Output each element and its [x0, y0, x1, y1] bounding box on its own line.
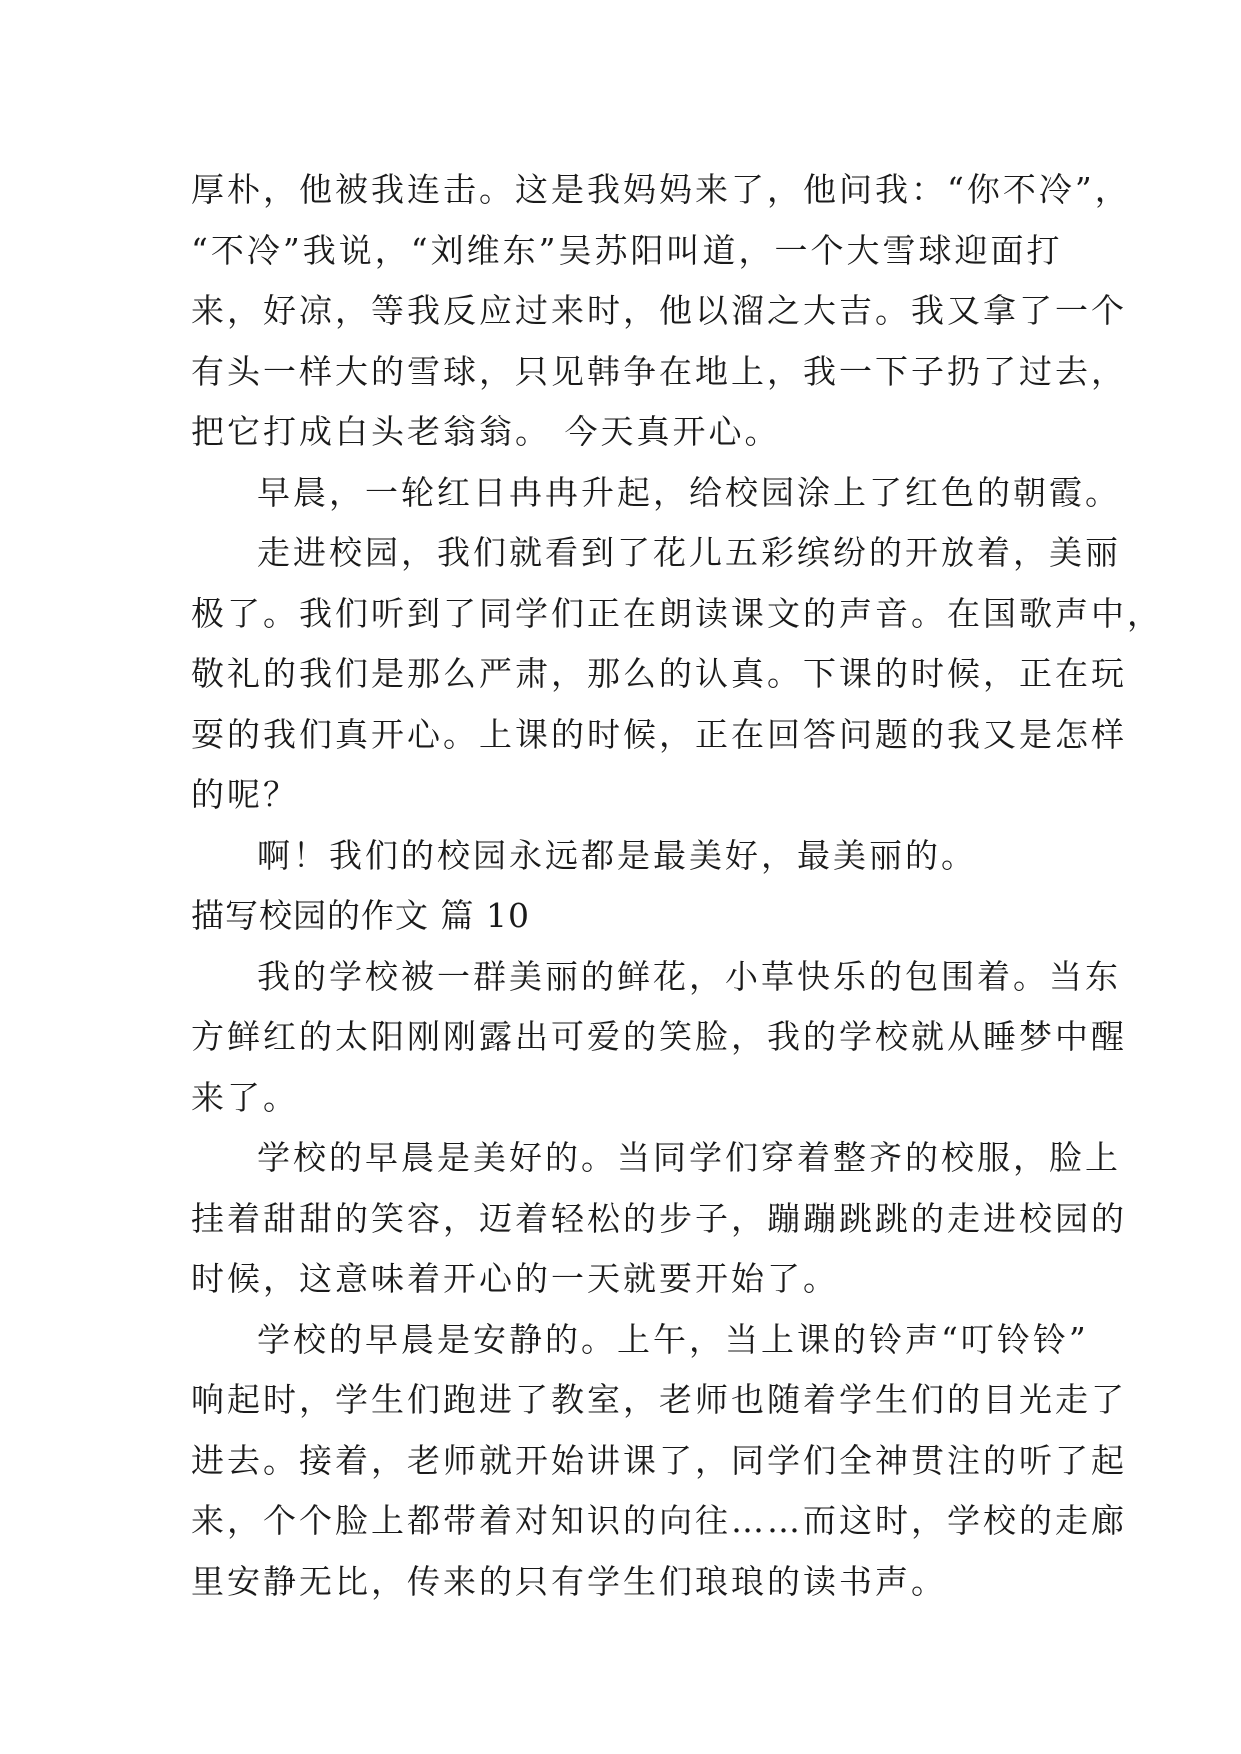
text-line: “不冷”我说，“刘维东”吴苏阳叫道，一个大雪球迎面打 — [191, 230, 1063, 270]
text-line: 把它打成白头老翁翁。 今天真开心。 — [191, 412, 781, 451]
text-line: 方鲜红的太阳刚刚露出可爱的笑脸，我的学校就从睡梦中醒 — [191, 1017, 1127, 1056]
text-line: 来，个个脸上都带着对知识的向往……而这时，学校的走廊 — [191, 1501, 1127, 1540]
text-line: 敬礼的我们是那么严肃，那么的认真。下课的时候，正在玩 — [191, 654, 1127, 693]
paragraph-start-line: 我的学校被一群美丽的鲜花，小草快乐的包围着。当东 — [257, 956, 1121, 996]
essay-body — [191, 160, 1163, 1612]
text-line: 来，好凉，等我反应过来时，他以溜之大吉。我又拿了一个 — [191, 291, 1127, 330]
paragraph-start-line: 学校的早晨是美好的。当同学们穿着整齐的校服，脸上 — [257, 1138, 1121, 1177]
text-line: 的呢？ — [191, 775, 299, 814]
text-line: 有头一样大的雪球，只见韩争在地上，我一下子扔了过去， — [191, 351, 1127, 391]
text-line: 响起时，学生们跑进了教室，老师也随着学生们的目光走了 — [191, 1380, 1127, 1419]
text-line: 厚朴，他被我连击。这是我妈妈来了，他问我：“你不冷”， — [191, 170, 1131, 209]
paragraph-start-line: 学校的早晨是安静的。上午，当上课的铃声“叮铃铃” — [257, 1319, 1089, 1359]
text-line: 里安静无比，传来的只有学生们琅琅的读书声。 — [191, 1561, 947, 1601]
text-line: 耍的我们真开心。上课的时候，正在回答问题的我又是怎样 — [191, 714, 1127, 754]
paragraph-start-line: 走进校园，我们就看到了花儿五彩缤纷的开放着，美丽 — [257, 533, 1121, 572]
text-line: 时候，这意味着开心的一天就要开始了。 — [191, 1259, 839, 1298]
paragraph-start-line: 早晨，一轮红日冉冉升起，给校园涂上了红色的朝霞。 — [257, 472, 1121, 512]
paragraph-start-line: 啊！我们的校园永远都是最美好，最美丽的。 — [257, 835, 977, 875]
text-line: 极了。我们听到了同学们正在朗读课文的声音。在国歌声中， — [191, 593, 1163, 633]
text-line: 挂着甜甜的笑容，迈着轻松的步子，蹦蹦跳跳的走进校园的 — [191, 1198, 1127, 1238]
text-line: 进去。接着，老师就开始讲课了，同学们全神贯注的听了起 — [191, 1440, 1127, 1480]
section-heading: 描写校园的作文 篇 10 — [191, 896, 530, 935]
text-line: 来了。 — [191, 1077, 299, 1117]
